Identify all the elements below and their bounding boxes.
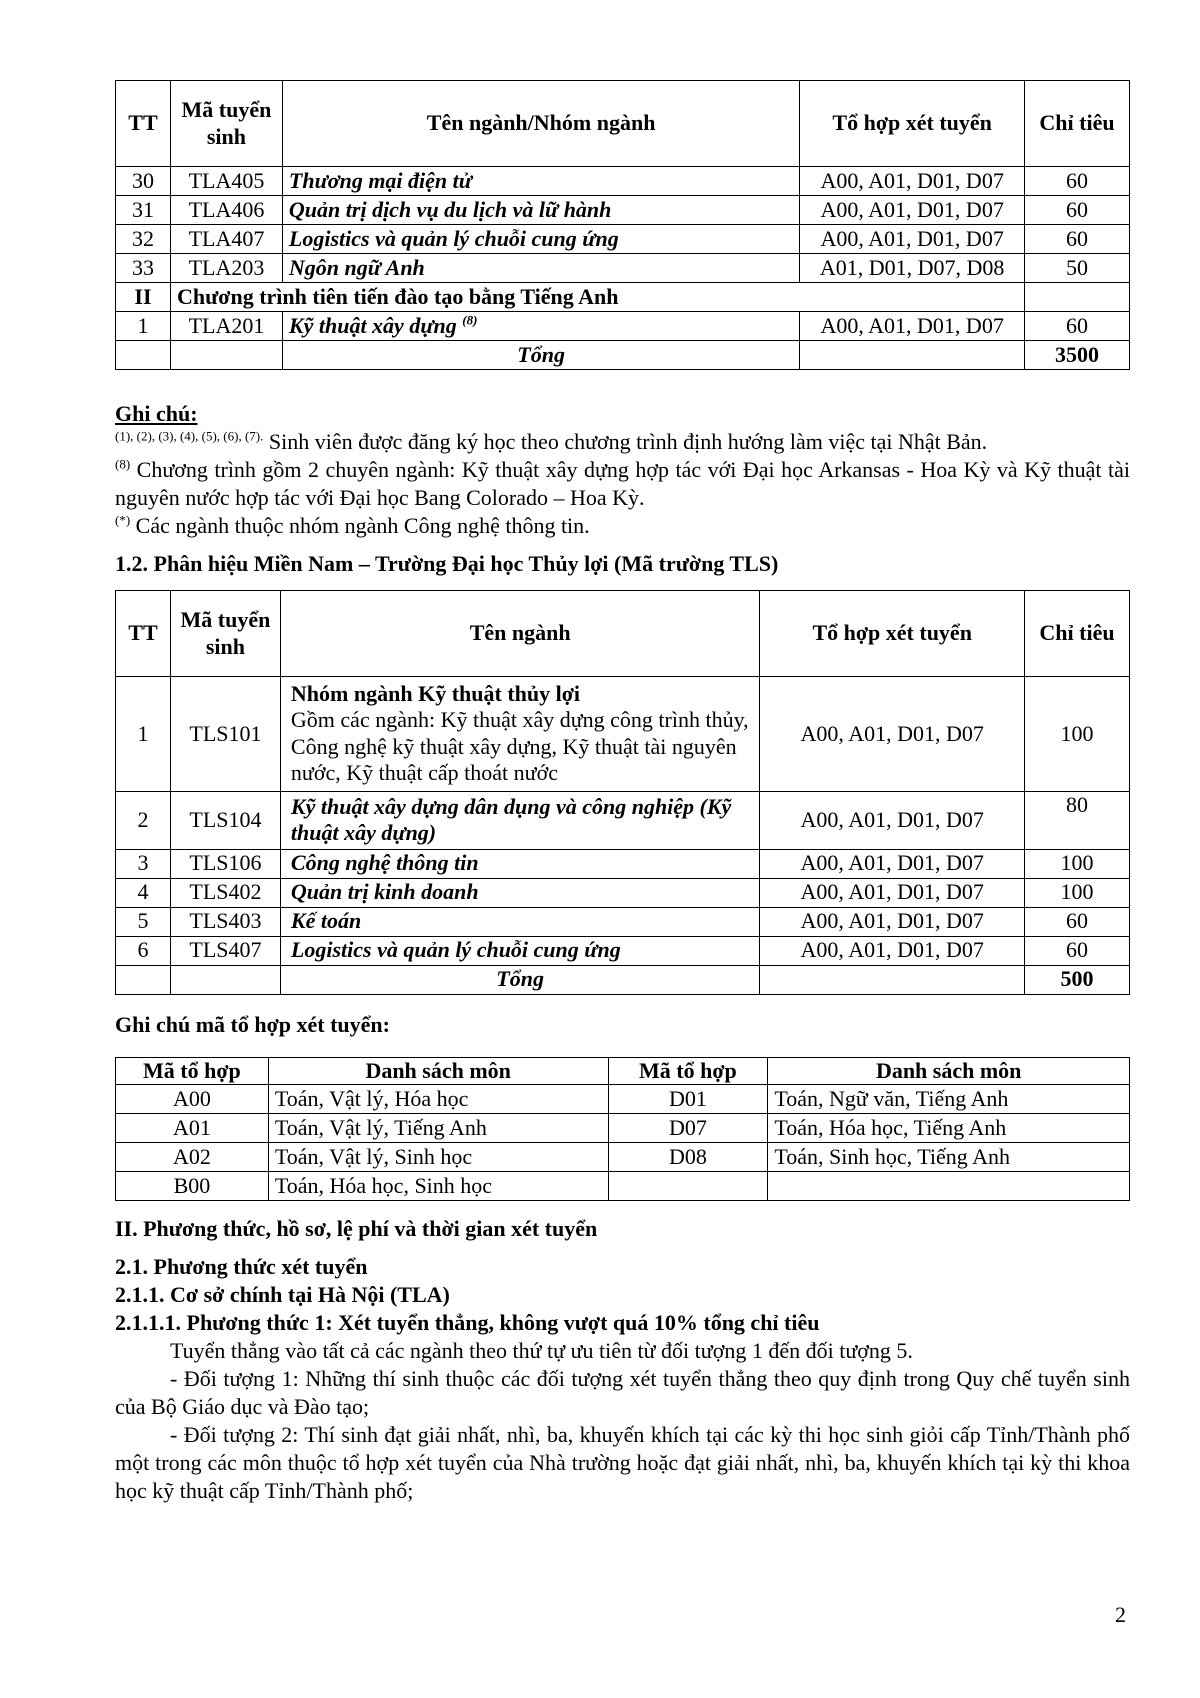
table-row: 4 TLS402 Quản trị kinh doanh A00, A01, D01, D07 100 (116, 878, 1130, 907)
paragraph: Tuyển thẳng vào tất cả các ngành theo thứ tự ưu tiên từ đối tượng 1 đến đối tượng 5. (170, 1337, 913, 1363)
section-row: II Chương trình tiên tiến đào tạo bằng Tiếng Anh (116, 283, 1130, 312)
combo-note-title: Ghi chú mã tổ hợp xét tuyển: (115, 1011, 390, 1037)
col-tt: TT (116, 81, 171, 167)
note-1: $^{(1), (2), (3), (4), (5), (6), (7).}$ Sinh viên được đăng ký học theo chương trình định hướng làm việc tại Nhật Bản. (115, 428, 988, 454)
table-row: 1 TLA201 Kỹ thuật xây dựng $^{(8)}$ A00, A01, D01, D07 60 (116, 312, 1130, 341)
subject-combination-table (115, 1057, 1130, 1201)
table-row: 3 TLS106 Công nghệ thông tin A00, A01, D01, D07 100 (116, 849, 1130, 878)
section-heading-1-2: 1.2. Phân hiệu Miền Nam – Trường Đại học Thủy lợi (Mã trường TLS) (115, 551, 779, 576)
note-3: (*) Các ngành thuộc nhóm ngành Công nghệ thông tin. (115, 512, 590, 538)
group-title: Nhóm ngành Kỹ thuật thủy lợi (290, 681, 581, 706)
heading-2-1-1: 2.1.1. Cơ sở chính tại Hà Nội (TLA) (115, 1281, 450, 1307)
page-number: 2 (1115, 1602, 1126, 1627)
group-description: Gồm các ngành: Kỹ thuật xây dựng công trình thủy, Công nghệ kỹ thuật xây dựng, Kỹ thuật tài nguyên nước, Kỹ thuật cấp thoát nước (290, 707, 749, 786)
heading-2-1: 2.1. Phương thức xét tuyển (115, 1253, 368, 1279)
total-row: Tổng 3500 (116, 341, 1130, 370)
table-header-row: TT Mã tuyển sinh Tên ngành Tổ hợp xét tuyển Chỉ tiêu (116, 591, 1130, 677)
heading-II: II. Phương thức, hồ sơ, lệ phí và thời gian xét tuyển (115, 1215, 598, 1241)
document-page (115, 80, 1130, 1505)
table-row: A01 Toán, Vật lý, Tiếng Anh D07 Toán, Hóa học, Tiếng Anh (116, 1113, 1130, 1142)
table-row: 2 TLS104 Kỹ thuật xây dựng dân dụng và công nghiệp (Kỹ thuật xây dựng) A00, A01, D01, D07 80 (116, 791, 1130, 849)
table-row: A02 Toán, Vật lý, Sinh học D08 Toán, Sinh học, Tiếng Anh (116, 1142, 1130, 1171)
paragraph: - Đối tượng 1: Những thí sinh thuộc các đối tượng xét tuyển thẳng theo quy định trong Quy chế tuyển sinh của Bộ Giáo dục và Đào tạo; (115, 1365, 1130, 1419)
col-name: Tên ngành/Nhóm ngành (282, 81, 799, 167)
table-row: 30 TLA405 Thương mại điện tử A00, A01, D01, D07 60 (116, 167, 1130, 196)
table-header-row (116, 81, 1130, 167)
table-row: 5 TLS403 Kế toán A00, A01, D01, D07 60 (116, 907, 1130, 936)
note-2: $^{(8)}$ Chương trình gồm 2 chuyên ngành: Kỹ thuật xây dựng hợp tác với Đại học Arkansas - Hoa Kỳ và Kỹ thuật tài nguyên nước hợp tác với Đại học Bang Colorado – Hoa Kỳ. (115, 456, 1130, 510)
table-row: B00 Toán, Hóa học, Sinh học (116, 1171, 1130, 1200)
notes-title: Ghi chú: (115, 401, 198, 426)
col-combo: Tổ hợp xét tuyển (800, 81, 1025, 167)
col-code: Mã tuyển sinh (170, 81, 282, 167)
paragraph: - Đối tượng 2: Thí sinh đạt giải nhất, nhì, ba, khuyến khích tại các kỳ thi học sinh giỏi cấp Tỉnh/Thành phố một trong các môn thuộc tổ hợp xét tuyển của Nhà trường hoặc đạt giải nhất, nhì, ba, khuyến khích tại kỳ thi khoa học kỹ thuật cấp Tỉnh/Thành phố; (115, 1421, 1130, 1503)
col-quota: Chỉ tiêu (1025, 81, 1130, 167)
table-header-row: Mã tổ hợp Danh sách môn Mã tổ hợp Danh sách môn (116, 1057, 1130, 1084)
admission-table-tla (115, 80, 1130, 370)
table-row: A00 Toán, Vật lý, Hóa học D01 Toán, Ngữ văn, Tiếng Anh (116, 1084, 1130, 1113)
table-row: 6 TLS407 Logistics và quản lý chuỗi cung ứng A00, A01, D01, D07 60 (116, 936, 1130, 965)
total-row: Tổng 500 (116, 965, 1130, 994)
heading-2-1-1-1: 2.1.1.1. Phương thức 1: Xét tuyển thẳng, không vượt quá 10% tổng chỉ tiêu (115, 1309, 820, 1335)
table-row: 1 TLS101 Nhóm ngành Kỹ thuật thủy lợi Gồm các ngành: Kỹ thuật xây dựng công trình thủy, Công nghệ kỹ thuật xây dựng, Kỹ thuật tài nguyên nước, Kỹ thuật cấp thoát nước A00, A01, D01, D07 100 (116, 677, 1130, 792)
admission-table-tls (115, 590, 1130, 995)
section-title: Chương trình tiên tiến đào tạo bằng Tiếng Anh (170, 283, 1024, 312)
table-row: 31 TLA406 Quản trị dịch vụ du lịch và lữ hành A00, A01, D01, D07 60 (116, 196, 1130, 225)
table-row: 32 TLA407 Logistics và quản lý chuỗi cung ứng A00, A01, D01, D07 60 (116, 225, 1130, 254)
table-row: 33 TLA203 Ngôn ngữ Anh A01, D01, D07, D08 50 (116, 254, 1130, 283)
